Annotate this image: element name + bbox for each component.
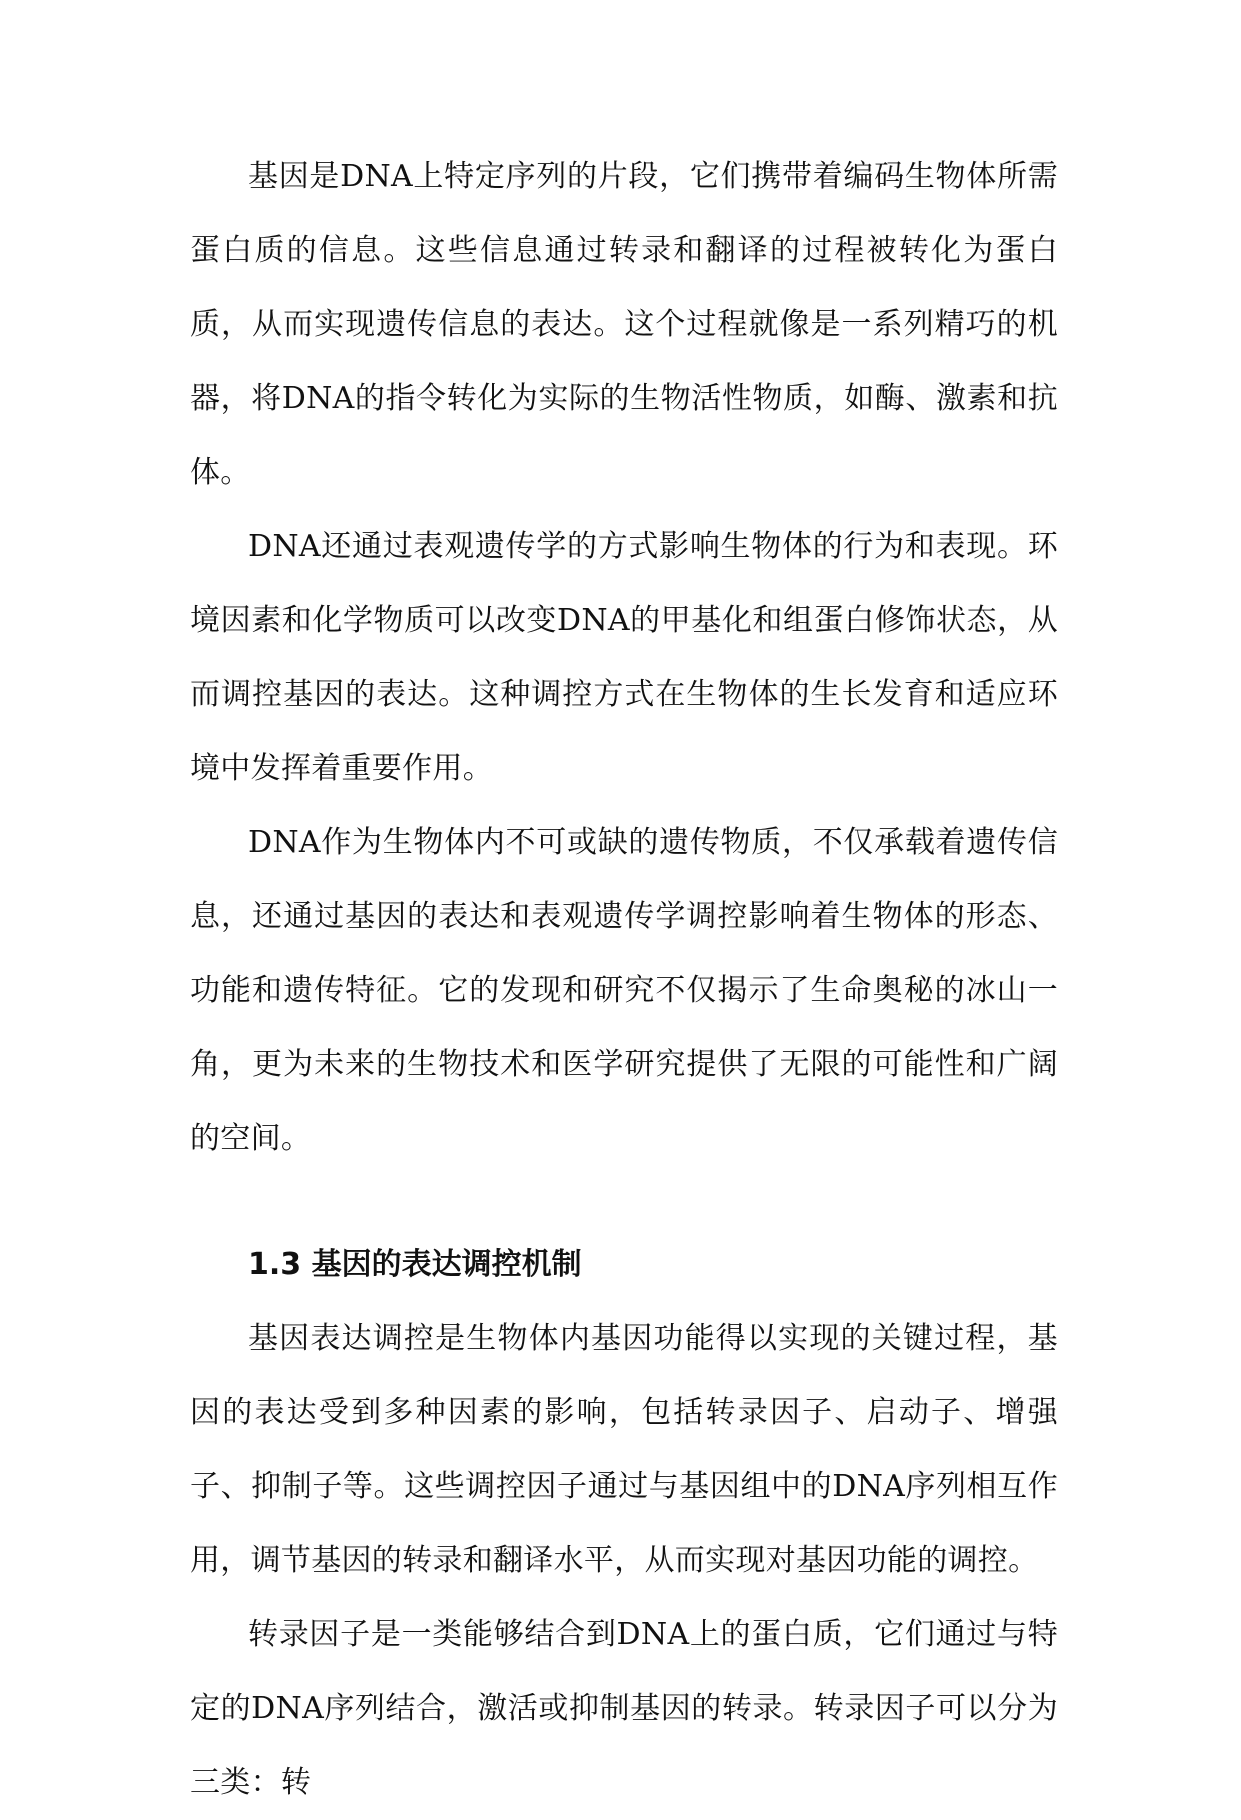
document-page [190,140,1058,1820]
paragraph-epigenetics: DNA还通过表观遗传学的方式影响生物体的行为和表现。环境因素和化学物质可以改变DNA的甲基化和组蛋白修饰状态，从而调控基因的表达。这种调控方式在生物体的生长发育和适应环境中发挥着重要作用。 [190,529,1058,786]
paragraph-dna-summary: DNA作为生物体内不可或缺的遗传物质，不仅承载着遗传信息，还通过基因的表达和表观遗传学调控影响着生物体的形态、功能和遗传特征。它的发现和研究不仅揭示了生命奥秘的冰山一角，更为未来的生物技术和医学研究提供了无限的可能性和广阔的空间。 [190,825,1058,1156]
paragraph-expression-regulation: 基因表达调控是生物体内基因功能得以实现的关键过程，基因的表达受到多种因素的影响，包括转录因子、启动子、增强子、抑制子等。这些调控因子通过与基因组中的DNA序列相互作用，调节基因的转录和翻译水平，从而实现对基因功能的调控。 [190,1321,1058,1578]
paragraph-gene-definition: 基因是DNA上特定序列的片段，它们携带着编码生物体所需蛋白质的信息。这些信息通过转录和翻译的过程被转化为蛋白质，从而实现遗传信息的表达。这个过程就像是一系列精巧的机器，将DNA的指令转化为实际的生物活性物质，如酶、激素和抗体。 [190,159,1058,490]
paragraph-transcription-factors: 转录因子是一类能够结合到DNA上的蛋白质，它们通过与特定的DNA序列结合，激活或抑制基因的转录。转录因子可以分为三类：转 [190,1617,1058,1800]
section-heading: 1.3 基因的表达调控机制 [248,1247,582,1282]
